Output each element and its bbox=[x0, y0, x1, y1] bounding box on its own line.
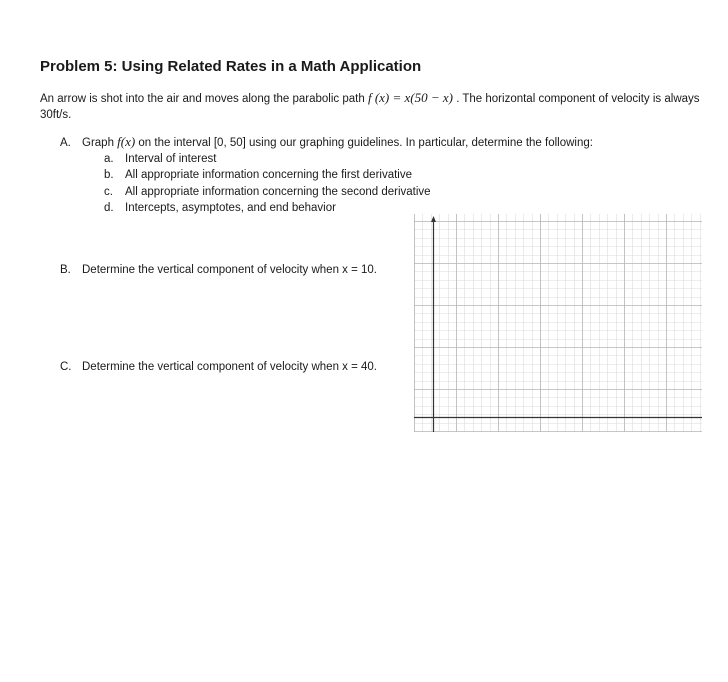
part-c-text: Determine the vertical component of velocity when x = 40. bbox=[82, 361, 377, 373]
sublist-item-text: Intercepts, asymptotes, and end behavior bbox=[125, 201, 336, 214]
part-b-text: Determine the vertical component of velocity when x = 10. bbox=[82, 264, 377, 276]
intro-text-end: . The horizontal component of velocity is always 30ft/s. bbox=[40, 93, 700, 121]
intro-text-start: An arrow is shot into the air and moves along the parabolic path bbox=[40, 93, 368, 105]
sublist-item bbox=[104, 151, 431, 167]
sublist-item bbox=[104, 184, 431, 200]
part-b bbox=[60, 264, 377, 276]
sublist-item-label: a. bbox=[104, 153, 114, 165]
part-a-text-start: Graph bbox=[82, 137, 118, 149]
part-a-sublist bbox=[104, 151, 431, 216]
part-a-label: A. bbox=[60, 137, 71, 149]
sublist-item-text: All appropriate information concerning the first derivative bbox=[125, 169, 413, 182]
part-c-label: C. bbox=[60, 361, 72, 373]
part-a-formula: f(x) bbox=[117, 134, 136, 149]
problem-intro bbox=[40, 90, 700, 123]
part-b-label: B. bbox=[60, 264, 71, 276]
part-a bbox=[60, 134, 593, 150]
graph-grid bbox=[414, 214, 702, 432]
part-a-text-end: on the interval [0, 50] using our graphing guidelines. In particular, determine the following: bbox=[135, 137, 593, 149]
sublist-item bbox=[104, 167, 431, 183]
intro-formula: f (x) = x(50 − x) bbox=[367, 90, 453, 105]
problem-title: Problem 5: Using Related Rates in a Math Application bbox=[40, 58, 422, 75]
sublist-item-label: d. bbox=[104, 201, 114, 214]
sublist-item-text: All appropriate information concerning the second derivative bbox=[125, 185, 431, 198]
part-c bbox=[60, 361, 377, 373]
sublist-item-text: Interval of interest bbox=[125, 153, 217, 165]
grid-minor-lines bbox=[414, 214, 702, 432]
sublist-item-label: b. bbox=[104, 169, 114, 182]
sublist-item-label: c. bbox=[104, 185, 113, 198]
sublist-item bbox=[104, 200, 431, 216]
